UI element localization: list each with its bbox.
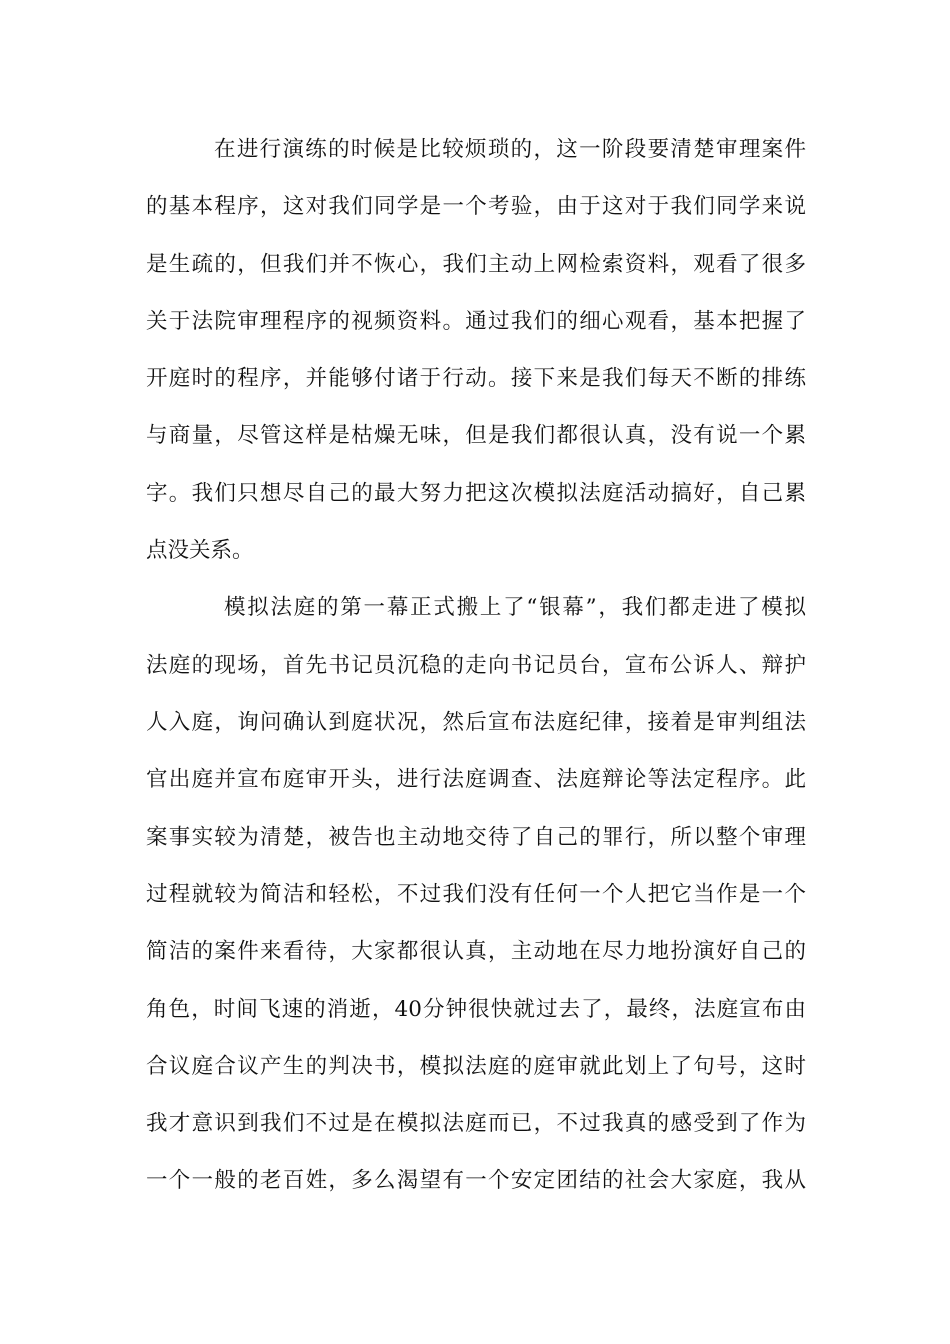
text-line: 官出庭并宣布庭审开头，进行法庭调查、法庭辩论等法定程序。此 — [146, 767, 806, 792]
text-line: 与商量，尽管这样是枯燥无味，但是我们都很认真，没有说一个累 — [146, 423, 806, 448]
text-line: 一个一般的老百姓，多么渴望有一个安定团结的社会大家庭，我从 — [146, 1168, 806, 1193]
text-line: 模拟法庭的第一幕正式搬上了“银幕”，我们都走进了模拟 — [224, 595, 806, 620]
text-line: 简洁的案件来看待，大家都很认真，主动地在尽力地扮演好自己的 — [146, 939, 806, 964]
text-line: 角色，时间飞速的消逝，40分钟很快就过去了，最终，法庭宣布由 — [146, 997, 806, 1022]
text-line: 过程就较为简洁和轻松，不过我们没有任何一个人把它当作是一个 — [146, 882, 806, 907]
text-line: 案事实较为清楚，被告也主动地交待了自己的罪行，所以整个审理 — [146, 825, 806, 850]
text-line: 我才意识到我们不过是在模拟法庭而已，不过我真的感受到了作为 — [146, 1111, 806, 1136]
text-line: 点没关系。 — [146, 538, 254, 563]
text-line: 开庭时的程序，并能够付诸于行动。接下来是我们每天不断的排练 — [146, 366, 806, 391]
text-line: 是生疏的，但我们并不恢心，我们主动上网检索资料，观看了很多 — [146, 252, 806, 277]
text-line: 人入庭，询问确认到庭状况，然后宣布法庭纪律，接着是审判组法 — [146, 710, 806, 735]
text-line: 在进行演练的时候是比较烦琐的，这一阶段要清楚审理案件 — [214, 137, 806, 162]
text-line: 字。我们只想尽自己的最大努力把这次模拟法庭活动搞好，自己累 — [146, 481, 806, 506]
text-line: 法庭的现场，首先书记员沉稳的走向书记员台，宣布公诉人、辩护 — [146, 653, 806, 678]
text-line: 合议庭合议产生的判决书，模拟法庭的庭审就此划上了句号，这时 — [146, 1054, 806, 1079]
text-line: 的基本程序，这对我们同学是一个考验，由于这对于我们同学来说 — [146, 194, 806, 219]
text-line: 关于法院审理程序的视频资料。通过我们的细心观看，基本把握了 — [146, 309, 806, 334]
